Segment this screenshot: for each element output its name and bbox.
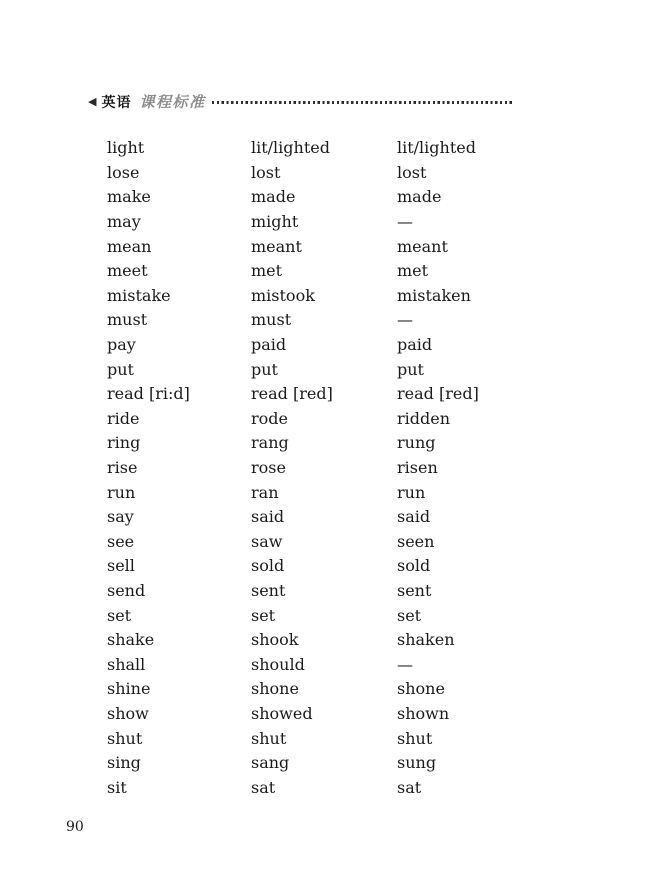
verb-past-participle: paid — [397, 335, 433, 355]
verb-infinitive: light — [107, 138, 145, 158]
verb-past-participle: — — [397, 212, 413, 232]
verb-past-participle: put — [397, 359, 424, 379]
table-row — [107, 579, 658, 604]
table-row — [107, 775, 658, 800]
verb-past-participle: sung — [397, 753, 437, 773]
verb-past-participle: read [red] — [397, 384, 479, 404]
header-dotted-rule — [212, 101, 514, 103]
table-row — [107, 185, 658, 210]
verb-past: shut — [251, 728, 287, 748]
verb-past: put — [251, 359, 278, 379]
verb-past: might — [251, 212, 299, 232]
table-row — [107, 210, 658, 235]
verb-infinitive: ring — [107, 433, 141, 453]
verb-past: lit/lighted — [251, 138, 330, 158]
table-row — [107, 382, 658, 407]
verb-past: rose — [251, 458, 286, 478]
verb-past: sang — [251, 753, 290, 773]
verb-past-participle: rung — [397, 433, 436, 453]
table-row — [107, 308, 658, 333]
table-row — [107, 284, 658, 309]
verb-past: sat — [251, 777, 276, 797]
verb-infinitive: make — [107, 187, 151, 207]
verb-past: meant — [251, 236, 302, 256]
table-row — [107, 136, 658, 161]
verb-infinitive: sell — [107, 556, 135, 576]
verb-infinitive: shut — [107, 728, 143, 748]
table-row — [107, 259, 658, 284]
verb-past-participle: shone — [397, 679, 445, 699]
verb-infinitive: ride — [107, 408, 140, 428]
verb-past-participle: said — [397, 507, 431, 527]
verb-past: sent — [251, 580, 286, 600]
verb-infinitive: rise — [107, 458, 138, 478]
table-row — [107, 554, 658, 579]
verb-past-participle: run — [397, 482, 426, 502]
verb-past: mistook — [251, 285, 315, 305]
verb-past-participle: set — [397, 605, 422, 625]
table-row — [107, 751, 658, 776]
table-row — [107, 161, 658, 186]
verb-past: must — [251, 310, 292, 330]
verb-past-participle: — — [397, 310, 413, 330]
verb-past-participle: shaken — [397, 630, 455, 650]
page-header — [88, 91, 514, 112]
verb-past-participle: risen — [397, 458, 438, 478]
table-row — [107, 652, 658, 677]
verb-infinitive: run — [107, 482, 136, 502]
table-row — [107, 234, 658, 259]
verb-past-participle: lost — [397, 162, 427, 182]
left-triangle-icon: ◀ — [88, 95, 97, 108]
table-row — [107, 628, 658, 653]
verb-infinitive: lose — [107, 162, 140, 182]
verb-past: read [red] — [251, 384, 333, 404]
verb-past: shook — [251, 630, 299, 650]
verb-infinitive: say — [107, 507, 134, 527]
verb-past-participle: sat — [397, 777, 422, 797]
table-row — [107, 530, 658, 555]
verb-past: sold — [251, 556, 285, 576]
verb-past-participle: ridden — [397, 408, 451, 428]
verb-past-participle: mistaken — [397, 285, 471, 305]
verb-past: met — [251, 261, 283, 281]
verb-past-participle: shut — [397, 728, 433, 748]
verb-past: shone — [251, 679, 299, 699]
verb-past-participle: seen — [397, 531, 435, 551]
verb-infinitive: show — [107, 703, 149, 723]
verb-past: rang — [251, 433, 289, 453]
verb-past: ran — [251, 482, 279, 502]
verb-infinitive: may — [107, 212, 141, 232]
verb-infinitive: read [ri:d] — [107, 384, 190, 404]
verb-past-participle: sold — [397, 556, 431, 576]
verb-past: set — [251, 605, 276, 625]
verb-past-participle: — — [397, 654, 413, 674]
verb-past: should — [251, 654, 305, 674]
verb-infinitive: mean — [107, 236, 152, 256]
verb-past: said — [251, 507, 285, 527]
page-number: 90 — [66, 819, 84, 835]
verb-infinitive: pay — [107, 335, 136, 355]
table-row — [107, 456, 658, 481]
verb-past: rode — [251, 408, 288, 428]
table-row — [107, 677, 658, 702]
verb-past-participle: shown — [397, 703, 450, 723]
table-row — [107, 333, 658, 358]
table-row — [107, 431, 658, 456]
verb-infinitive: sing — [107, 753, 141, 773]
verb-infinitive: sit — [107, 777, 127, 797]
table-row — [107, 726, 658, 751]
table-row — [107, 357, 658, 382]
table-row — [107, 603, 658, 628]
verb-infinitive: mistake — [107, 285, 171, 305]
verb-infinitive: shall — [107, 654, 146, 674]
table-row — [107, 480, 658, 505]
irregular-verbs-table — [107, 136, 658, 800]
verb-past: showed — [251, 703, 313, 723]
header-title-secondary: 课程标准 — [139, 93, 206, 111]
table-row — [107, 505, 658, 530]
verb-infinitive: shine — [107, 679, 151, 699]
verb-past: saw — [251, 531, 283, 551]
verb-past: paid — [251, 335, 287, 355]
verb-past: lost — [251, 162, 281, 182]
verb-past-participle: made — [397, 187, 442, 207]
verb-infinitive: shake — [107, 630, 155, 650]
verb-past-participle: meant — [397, 236, 448, 256]
verb-infinitive: send — [107, 580, 146, 600]
verb-past-participle: lit/lighted — [397, 138, 476, 158]
verb-past-participle: met — [397, 261, 429, 281]
verb-infinitive: put — [107, 359, 134, 379]
verb-infinitive: meet — [107, 261, 148, 281]
table-row — [107, 407, 658, 432]
verb-past-participle: sent — [397, 580, 432, 600]
verb-infinitive: must — [107, 310, 148, 330]
verb-infinitive: see — [107, 531, 135, 551]
verb-infinitive: set — [107, 605, 132, 625]
header-title-primary: 英语 — [101, 94, 132, 111]
verb-past: made — [251, 187, 296, 207]
table-row — [107, 702, 658, 727]
